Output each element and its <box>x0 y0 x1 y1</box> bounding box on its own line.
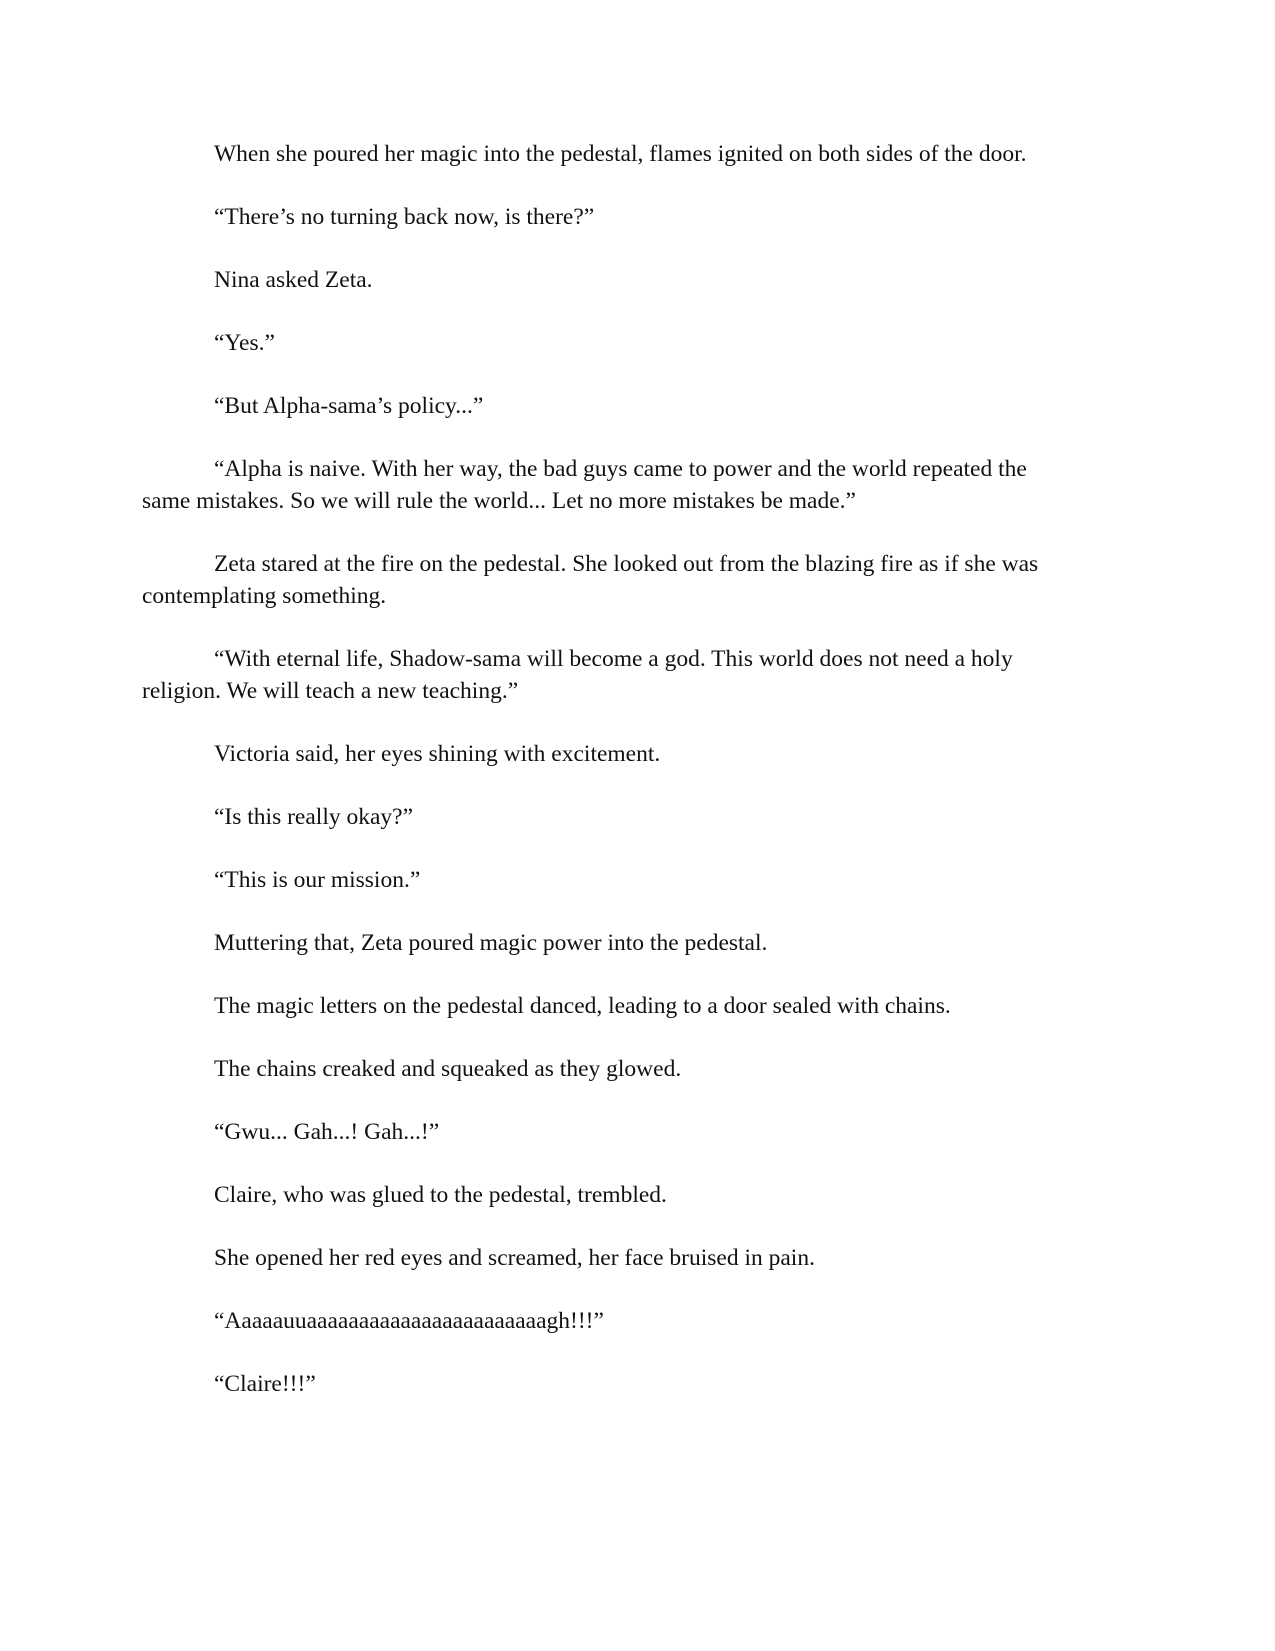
body-text <box>142 138 1062 1431</box>
paragraph: When she poured her magic into the pedestal, flames ignited on both sides of the door. <box>214 141 1027 167</box>
paragraph: Nina asked Zeta. <box>214 267 373 293</box>
paragraph: “Aaaaauuaaaaaaaaaaaaaaaaaaaaaaagh!!!” <box>214 1308 604 1334</box>
paragraph: “With eternal life, Shadow-sama will become a god. This world does not need a holy religion. We will teach a new teaching.” <box>142 646 1013 704</box>
paragraph: She opened her red eyes and screamed, her face bruised in pain. <box>214 1245 815 1271</box>
paragraph: “Alpha is naive. With her way, the bad guys came to power and the world repeated the same mistakes. So we will rule the world... Let no more mistakes be made.” <box>142 456 1027 514</box>
paragraph: The chains creaked and squeaked as they glowed. <box>214 1056 682 1082</box>
paragraph: “Is this really okay?” <box>214 804 414 830</box>
paragraph: “Gwu... Gah...! Gah...!” <box>214 1119 440 1145</box>
paragraph: “This is our mission.” <box>214 867 421 893</box>
paragraph: Claire, who was glued to the pedestal, trembled. <box>214 1182 667 1208</box>
paragraph: “But Alpha-sama’s policy...” <box>214 393 484 419</box>
paragraph: Victoria said, her eyes shining with excitement. <box>214 741 661 767</box>
paragraph: “There’s no turning back now, is there?” <box>214 204 595 230</box>
paragraph: Muttering that, Zeta poured magic power into the pedestal. <box>214 930 768 956</box>
paragraph: “Yes.” <box>214 330 275 356</box>
paragraph: The magic letters on the pedestal danced, leading to a door sealed with chains. <box>214 993 951 1019</box>
paragraph: “Claire!!!” <box>214 1371 316 1397</box>
paragraph: Zeta stared at the fire on the pedestal. She looked out from the blazing fire as if she was contemplating something. <box>142 551 1039 609</box>
